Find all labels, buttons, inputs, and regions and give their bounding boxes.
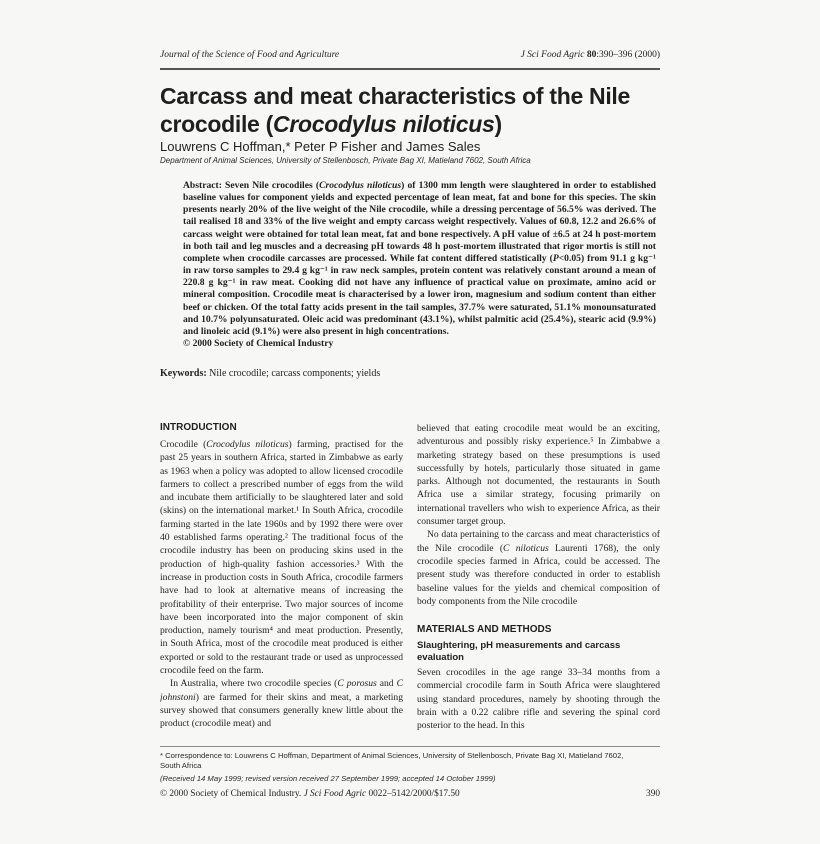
methods-heading: MATERIALS AND METHODS xyxy=(417,624,552,636)
introduction-heading: INTRODUCTION xyxy=(160,422,237,433)
abstract-text: Abstract: Seven Nile crocodiles (Crocodylus niloticus) of 1300 mm length were slaughtered in order to established baseline values for component yields and expected percentage of lean meat, fat and bone for this species. The skin presents nearly 20% of the live weight of the Nile crocodile, while a dressing percentage of 56.5% was derived. The tail realised 18 and 33% of the live weight and empty carcass weight respectively. Values of 60.8, 12.2 and 26.6% of carcass weight were obtained for total lean meat, fat and bone respectively. A pH value of ±6.5 at 24 h post-mortem in both tail and leg muscles and a decreasing pH towards 48 h post-mortem illustrated that rigor mortis is still not complete when crocodile carcasses are processed. While fat content differed statistically (P<0.05) from 91.1 g kg⁻¹ in raw torso samples to 29.4 g kg⁻¹ in raw neck samples, protein content was relatively constant around a mean of 220.8 g kg⁻¹ in raw meat. Cooking did not have any influence of practical value on proximate, amino acid or mineral composition. Crocodile meat is characterised by a lower iron, magnesium and sodium content than either beef or chicken. Of the total fatty acids present in the tail samples, 37.7% were saturated, 51.1% monounsaturated and 10.7% polyunsaturated. Oleic acid was predominant (43.1%), whilst palmitic acid (25.4%), stearic acid (9.9%) and linoleic acid (9.1%) were also present in high concentrations. xyxy=(183,180,657,337)
affiliation-line: Department of Animal Sciences, University of Stellenbosch, Private Bag XI, Matieland 7602, South Africa xyxy=(160,156,531,165)
keywords-line: Keywords: Nile crocodile; carcass components; yields xyxy=(160,368,381,379)
introduction-paragraph-2: In Australia, where two crocodile species (C porosus and C johnstoni) are farmed for their skins and meat, a marketing survey showed that consumers generally knew little about the product (crocodile meat) and xyxy=(160,678,403,730)
journal-citation: J Sci Food Agric 80:390–396 (2000) xyxy=(520,50,660,60)
introduction-paragraph-4: No data pertaining to the carcass and meat characteristics of the Nile crocodile (C niloticus Laurenti 1768), the only crocodile species farmed in Africa, could be accessed. The present study was therefore conducted in order to establish baseline values for the yields and chemical composition of body components from the Nile crocodile xyxy=(417,529,660,607)
right-column xyxy=(417,422,660,744)
correspondence-note: * Correspondence to: Louwrens C Hoffman, Department of Animal Sciences, University of Stellenbosch, Private Bag XI, Matieland 7602, South Africa xyxy=(160,751,624,770)
received-dates-note: (Received 14 May 1999; revised version received 27 September 1999; accepted 14 October 1999) xyxy=(160,774,496,783)
body-columns xyxy=(160,422,660,744)
journal-name: Journal of the Science of Food and Agriculture xyxy=(160,50,340,60)
footnote-block xyxy=(160,746,660,784)
methods-section xyxy=(417,624,660,732)
authors-line: Louwrens C Hoffman,* Peter P Fisher and James Sales xyxy=(160,139,481,154)
introduction-paragraph-3: believed that eating crocodile meat would be an exciting, adventurous and possibly risky experience.⁵ In Zimbabwe a marketing strategy based on these presumptions is used successfully by hotels, particularly those situated in game parks. Although not documented, the restaurants in South Africa use a similar strategy, focusing primarily on international travellers who wish to experience Africa, as their consumer target group. xyxy=(417,423,660,528)
methods-subheading: Slaughtering, pH measurements and carcass evaluation xyxy=(417,640,621,664)
left-column xyxy=(160,422,403,744)
page-footer xyxy=(160,789,660,799)
abstract-block xyxy=(183,180,656,350)
abstract-copyright: © 2000 Society of Chemical Industry xyxy=(183,338,334,350)
page-number: 390 xyxy=(646,789,660,799)
introduction-paragraph-1: Crocodile (Crocodylus niloticus) farming, practised for the past 25 years in southern Africa, started in Zimbabwe as early as 1963 when a policy was adopted to allow licensed crocodile farmers to collect a prescribed number of eggs from the wild and incubate them artificially to be slaughtered later and sold (skins) on the international market.¹ In South Africa, crocodile farming started in the late 1960s and by 1992 there were over 40 established farms operating.² The traditional focus of the crocodile industry has been on producing skins used in the production of high-quality fashion accessories.³ With the increase in production costs in South Africa, crocodile farmers have had to look at alternative means of increasing the profitability of their enterprise. Two major sources of income have been incorporated into the major component of skin production, namely tourism⁴ and meat production. Presently, in South Africa, most of the crocodile meat produced is either exported or sold to the restaurant trade or used as unprocessed crocodile feed on the farm. xyxy=(160,439,404,677)
footer-copyright: © 2000 Society of Chemical Industry. J Sci Food Agric 0022–5142/2000/$17.50 xyxy=(160,789,460,799)
paper-title: Carcass and meat characteristics of the Nile crocodile (Crocodylus niloticus) xyxy=(160,83,631,137)
page-header xyxy=(160,36,660,70)
methods-paragraph-1: Seven crocodiles in the age range 33–34 months from a commercial crocodile farm in South Africa were slaughtered using standard procedures, namely by shooting through the brain with a 0.22 calibre rifle and severing the spinal cord posterior to the head. In this xyxy=(417,667,660,732)
